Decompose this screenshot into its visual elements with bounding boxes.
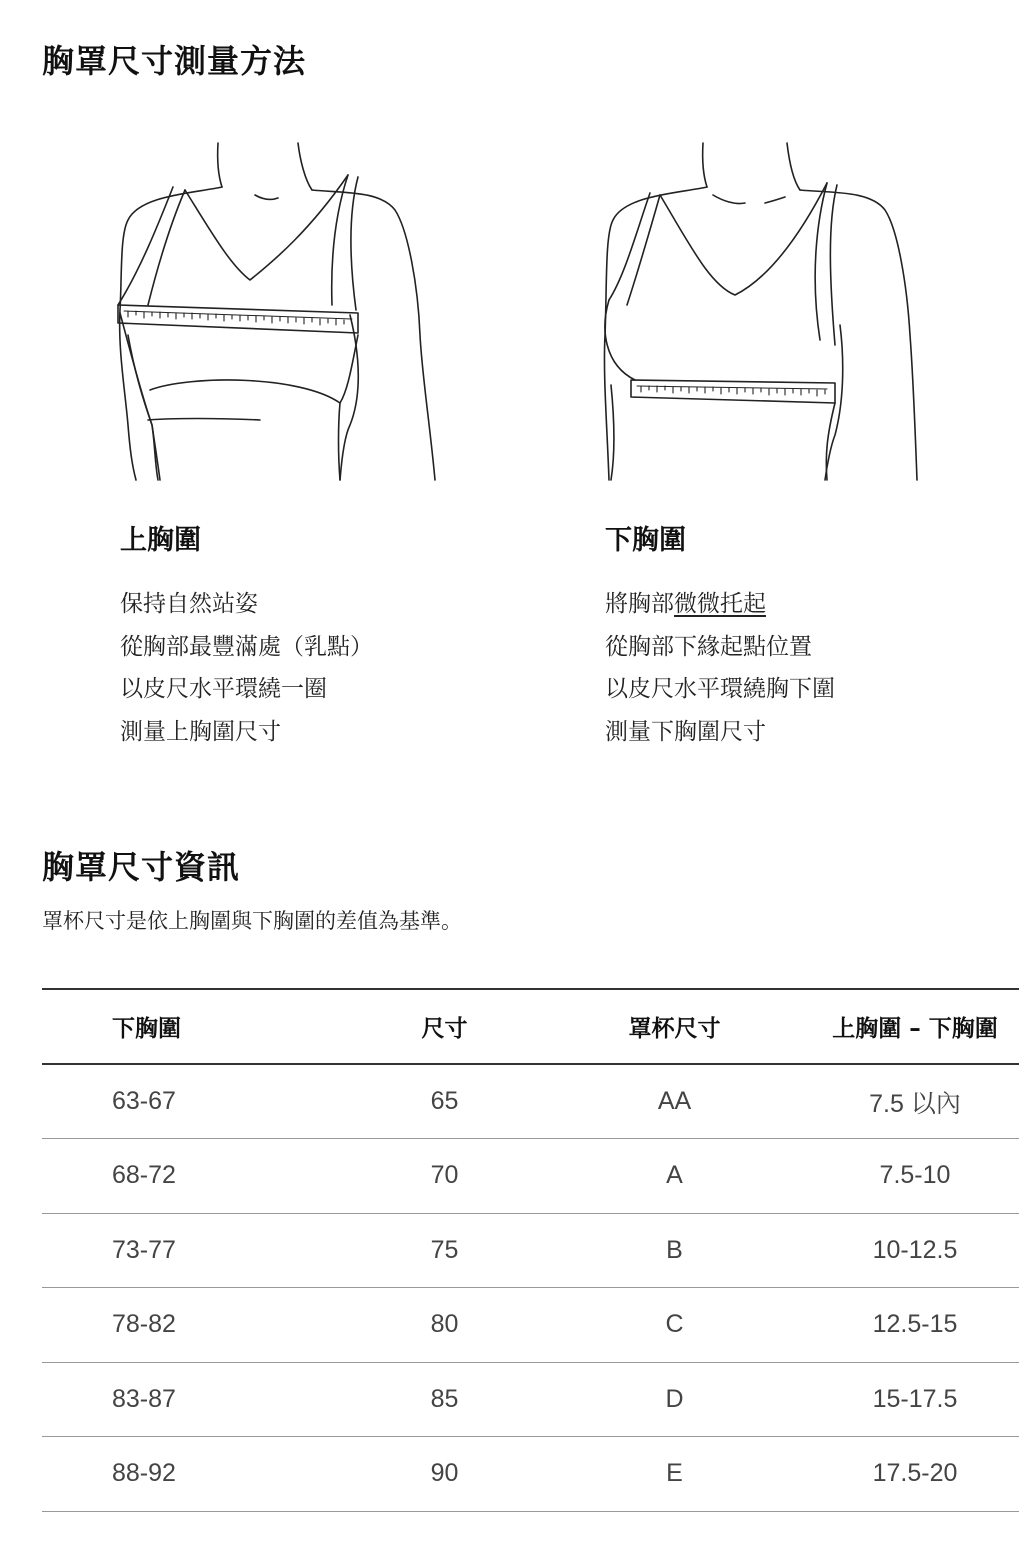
under-bust-illustration [595,135,930,490]
cell-under-bust: 68-72 [112,1161,176,1190]
cell-cup: A [666,1161,683,1190]
header-cup-size: 罩杯尺寸 [628,1016,721,1042]
table-row [42,1139,1019,1214]
cell-cup: AA [657,1087,692,1115]
table-row [42,1362,1019,1437]
size-info-title: 胸罩尺寸資訊 [42,848,241,886]
size-info-intro: 罩杯尺寸是依上胸圍與下胸圍的差值為基準。 [42,909,462,933]
cell-under-bust: 83-87 [112,1384,176,1413]
cell-size: 90 [430,1459,459,1488]
cell-difference: 10-12.5 [872,1235,958,1264]
upper-bust-step: 從胸部最豐滿處（乳點） [120,633,373,660]
cell-cup: B [666,1235,683,1264]
cell-under-bust: 63-67 [112,1087,176,1115]
under-bust-heading: 下胸圍 [605,525,686,556]
upper-bust-step: 測量上胸圍尺寸 [120,718,281,745]
under-bust-step: 以皮尺水平環繞胸下圍 [605,676,835,702]
cell-difference: 7.5-10 [879,1161,951,1190]
table-row [42,1288,1019,1363]
cell-size: 85 [430,1384,459,1413]
upper-bust-illustration [100,135,445,490]
header-difference: 上胸圍 – 下胸圍 [832,1016,998,1042]
cell-size: 70 [430,1161,459,1190]
table-row [42,1437,1019,1512]
cell-under-bust: 78-82 [112,1310,176,1339]
cell-difference: 12.5-15 [872,1310,958,1339]
cell-size: 75 [430,1235,459,1264]
table-row [42,1213,1019,1288]
under-bust-step: 測量下胸圍尺寸 [605,718,766,745]
upper-bust-heading: 上胸圍 [120,525,201,556]
under-bust-step: 從胸部下緣起點位置 [605,633,812,660]
cell-cup: D [665,1384,684,1413]
cell-under-bust: 73-77 [112,1235,176,1264]
under-bust-step: 將胸部微微托起 [605,591,766,617]
cell-difference: 15-17.5 [872,1384,958,1413]
header-under-bust: 下胸圍 [112,1016,181,1042]
cell-under-bust: 88-92 [112,1459,176,1488]
cell-size: 80 [430,1310,459,1339]
cell-difference: 17.5-20 [872,1459,958,1488]
upper-bust-step: 保持自然站姿 [120,591,258,617]
cell-cup: C [665,1310,684,1339]
measure-method-title: 胸罩尺寸測量方法 [42,42,307,80]
cell-cup: E [666,1459,683,1488]
table-row [42,1064,1019,1139]
cell-size: 65 [430,1087,459,1115]
under-bust-instructions [605,518,1005,753]
upper-bust-instructions [120,518,520,753]
header-size: 尺寸 [421,1016,468,1042]
cell-difference: 7.5 以內 [869,1089,961,1118]
size-table [42,988,1019,1512]
table-header-row [42,989,1019,1064]
upper-bust-step: 以皮尺水平環繞一圈 [120,676,327,702]
